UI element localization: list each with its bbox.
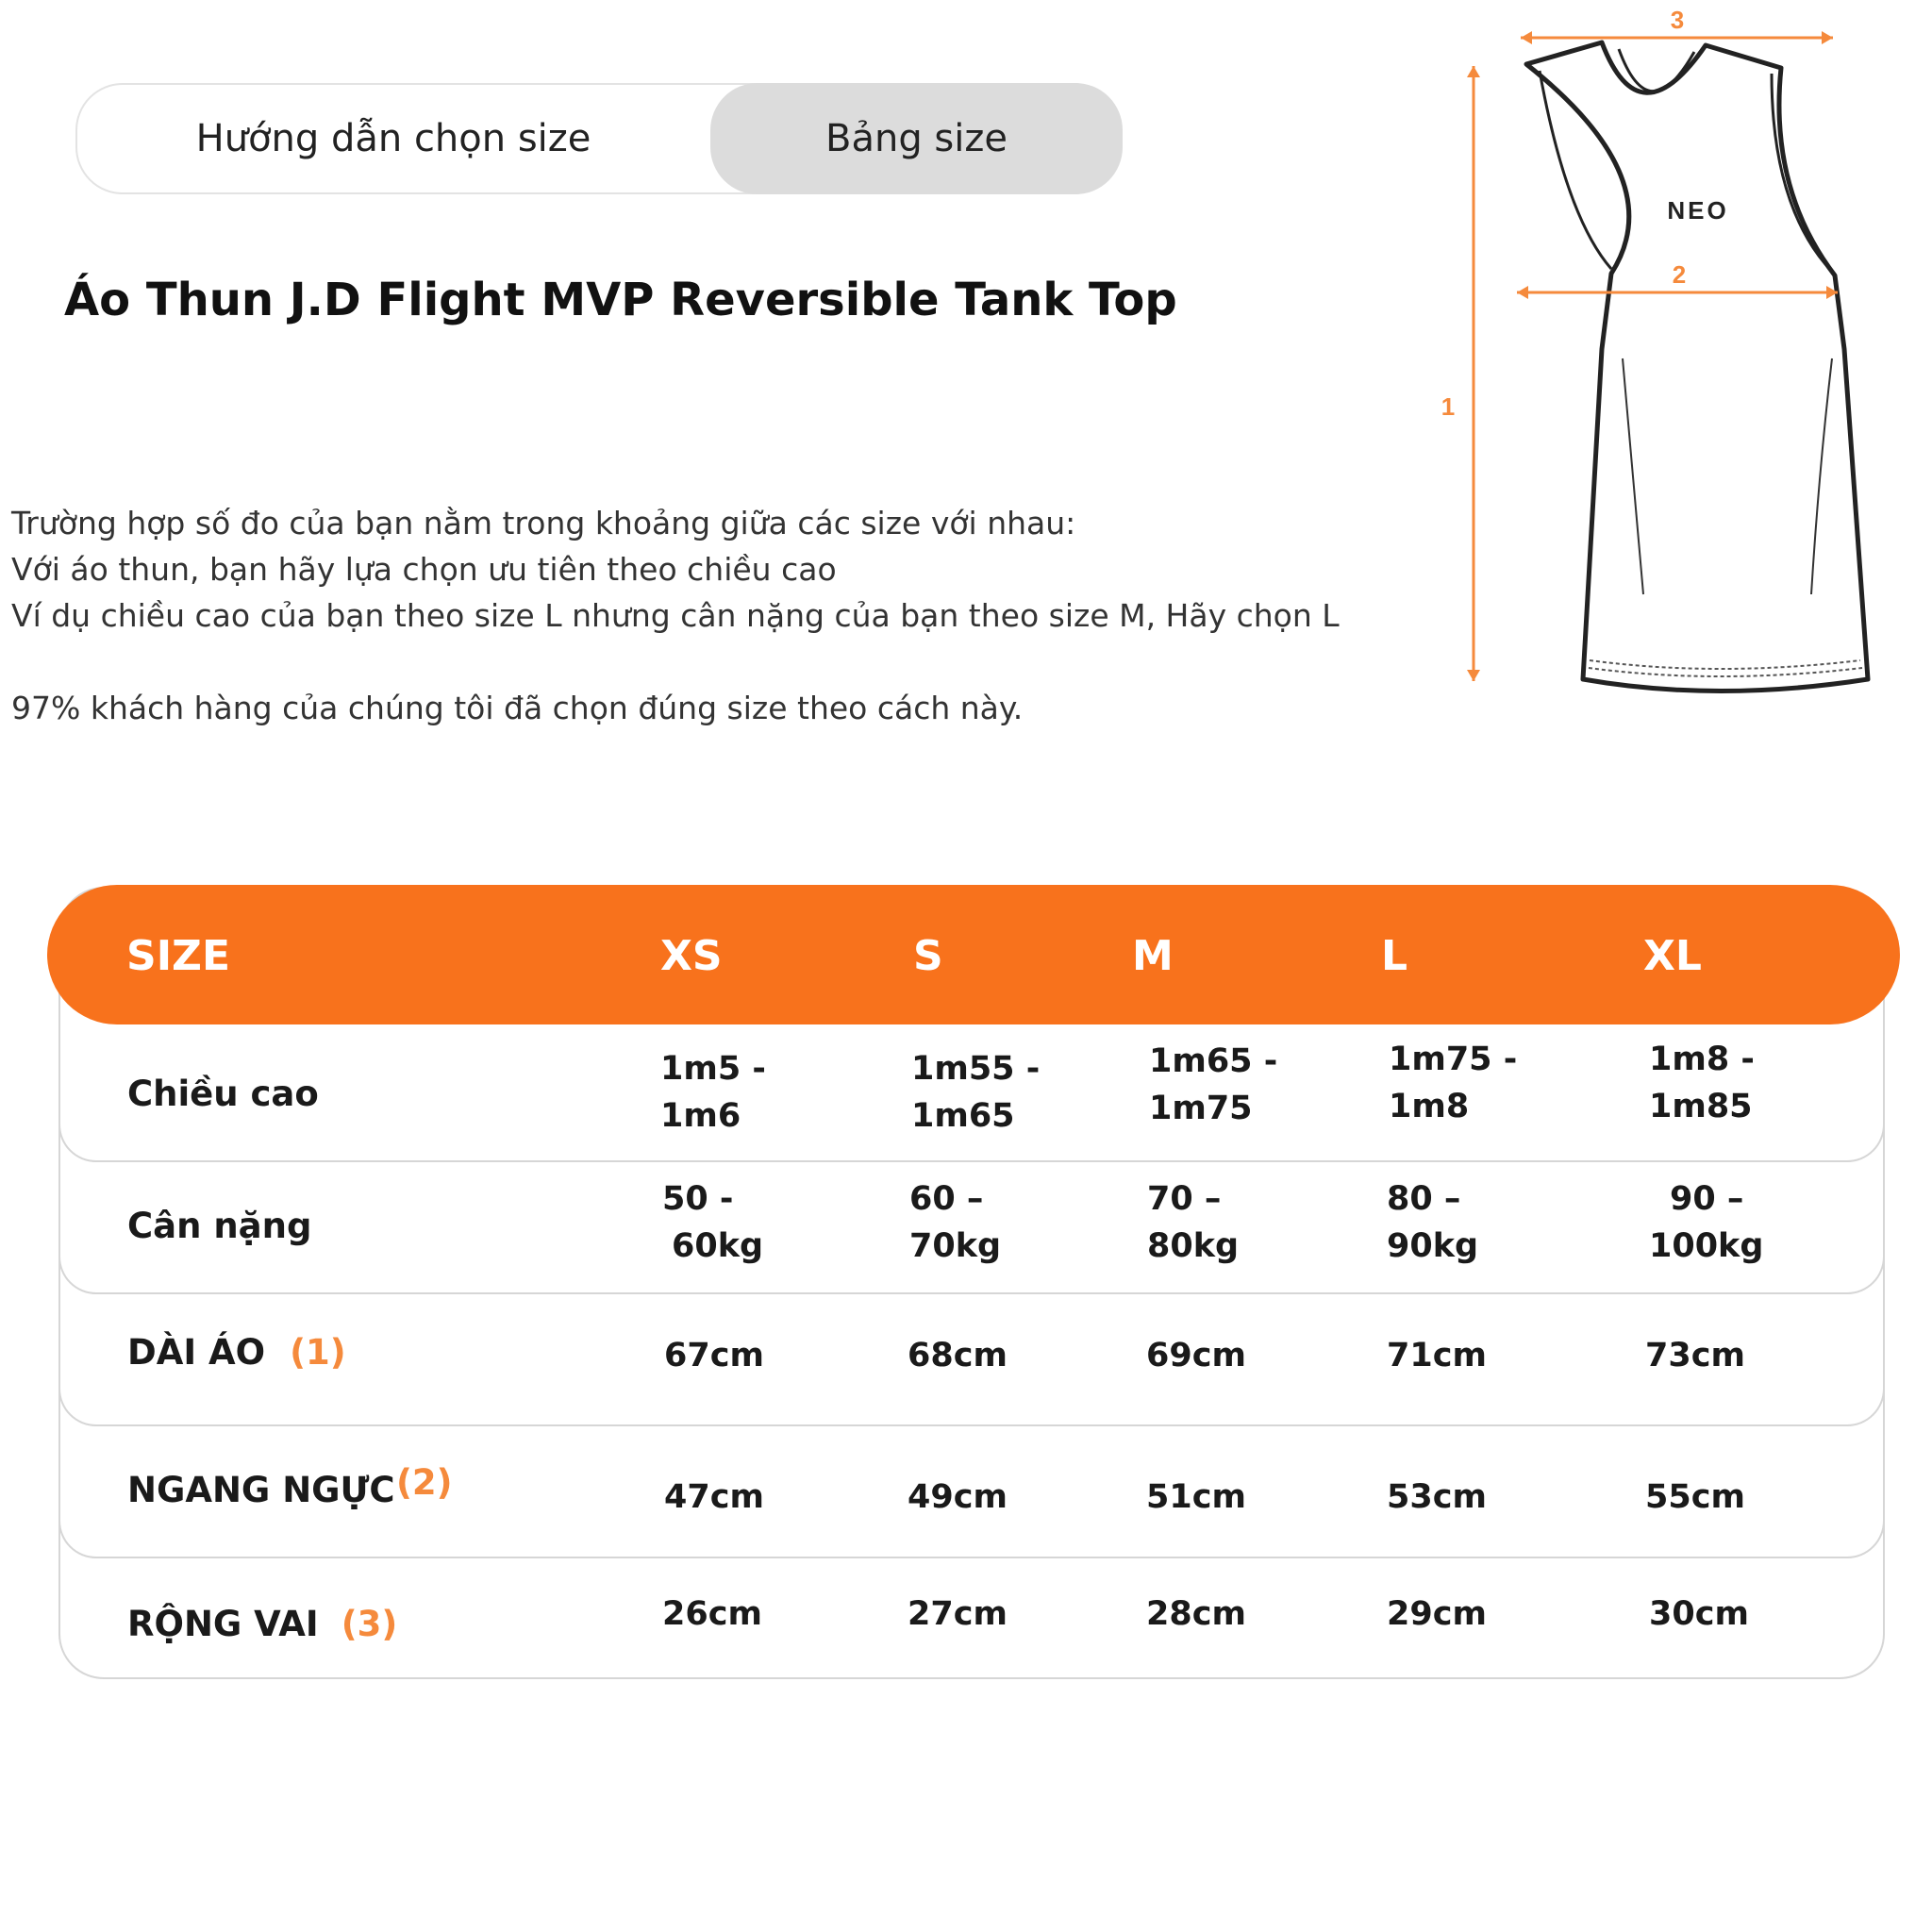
table-cell: 27cm (908, 1595, 1008, 1633)
table-cell: 51cm (1146, 1478, 1246, 1516)
table-cell: 68cm (908, 1337, 1008, 1374)
header-size-label: SIZE (126, 932, 231, 980)
table-cell: 73cm (1645, 1337, 1745, 1374)
table-cell: 1m75 - 1m8 (1389, 1041, 1518, 1125)
table-cell: 1m65 - 1m75 (1149, 1042, 1278, 1127)
size-tabs (75, 83, 1121, 194)
header-size-xl: XL (1643, 932, 1702, 980)
header-size-m: M (1132, 932, 1174, 980)
table-cell: 71cm (1387, 1337, 1487, 1374)
table-cell: 70 – 80kg (1147, 1180, 1240, 1265)
tank-top-measurement-figure (1396, 0, 1932, 717)
table-cell: 67cm (664, 1337, 764, 1374)
measure-label-2: 2 (1672, 260, 1687, 289)
header-size-xs: XS (660, 932, 723, 980)
table-cell: 49cm (908, 1478, 1008, 1516)
row-separator (58, 1521, 1885, 1558)
table-cell: 26cm (662, 1595, 762, 1633)
table-cell: 47cm (664, 1478, 764, 1516)
table-cell: 80 – 90kg (1387, 1180, 1479, 1265)
advice-line-2: Với áo thun, bạn hãy lựa chọn ưu tiên theo chiều cao (11, 551, 837, 588)
table-cell: 60 – 70kg (909, 1180, 1002, 1265)
table-cell: 1m8 - 1m85 (1649, 1041, 1755, 1125)
header-size-s: S (913, 932, 943, 980)
table-cell: 1m55 - 1m65 (911, 1050, 1041, 1135)
table-cell: 50 - 60kg (662, 1180, 764, 1265)
table-cell: 55cm (1645, 1478, 1745, 1516)
advice-line-4: 97% khách hàng của chúng tôi đã chọn đúng size theo cách này. (11, 690, 1024, 726)
size-advice (11, 500, 1340, 731)
table-cell: 28cm (1146, 1595, 1246, 1633)
table-cell: 1m5 - 1m6 (660, 1050, 766, 1135)
measure-label-1: 1 (1441, 392, 1456, 421)
shoulder-marker: (3) (341, 1604, 398, 1644)
table-cell: 53cm (1387, 1478, 1487, 1516)
advice-line-1: Trường hợp số đo của bạn nằm trong khoảng giữa các size với nhau: (11, 505, 1076, 541)
row-label-shoulder: RỘNG VAI (3) (127, 1604, 398, 1644)
table-cell: 30cm (1649, 1595, 1749, 1633)
product-title: Áo Thun J.D Flight MVP Reversible Tank Top (64, 274, 1177, 326)
length-marker: (1) (290, 1332, 346, 1373)
row-label-height: Chiều cao (127, 1074, 319, 1114)
chest-marker: (2) (396, 1462, 453, 1503)
table-cell: 69cm (1146, 1337, 1246, 1374)
row-label-chest: NGANG NGỰC (127, 1470, 395, 1510)
row-separator (58, 1389, 1885, 1426)
table-cell: 29cm (1387, 1595, 1487, 1633)
header-size-l: L (1381, 932, 1408, 980)
tab-size-guide[interactable]: Hướng dẫn chọn size (195, 117, 591, 160)
size-table-header (47, 885, 1900, 1024)
measure-label-3: 3 (1670, 6, 1685, 34)
table-cell: 90 – 100kg (1649, 1180, 1764, 1265)
row-label-length: DÀI ÁO (1) (127, 1332, 346, 1373)
brand-logo: NEO (1667, 196, 1729, 225)
tank-top-outline (1526, 42, 1868, 691)
advice-line-3: Ví dụ chiều cao của bạn theo size L nhưng cân nặng của bạn theo size M, Hãy chọn L (11, 597, 1340, 634)
tab-size-table[interactable]: Bảng size (710, 83, 1123, 194)
row-label-weight: Cân nặng (127, 1206, 312, 1246)
